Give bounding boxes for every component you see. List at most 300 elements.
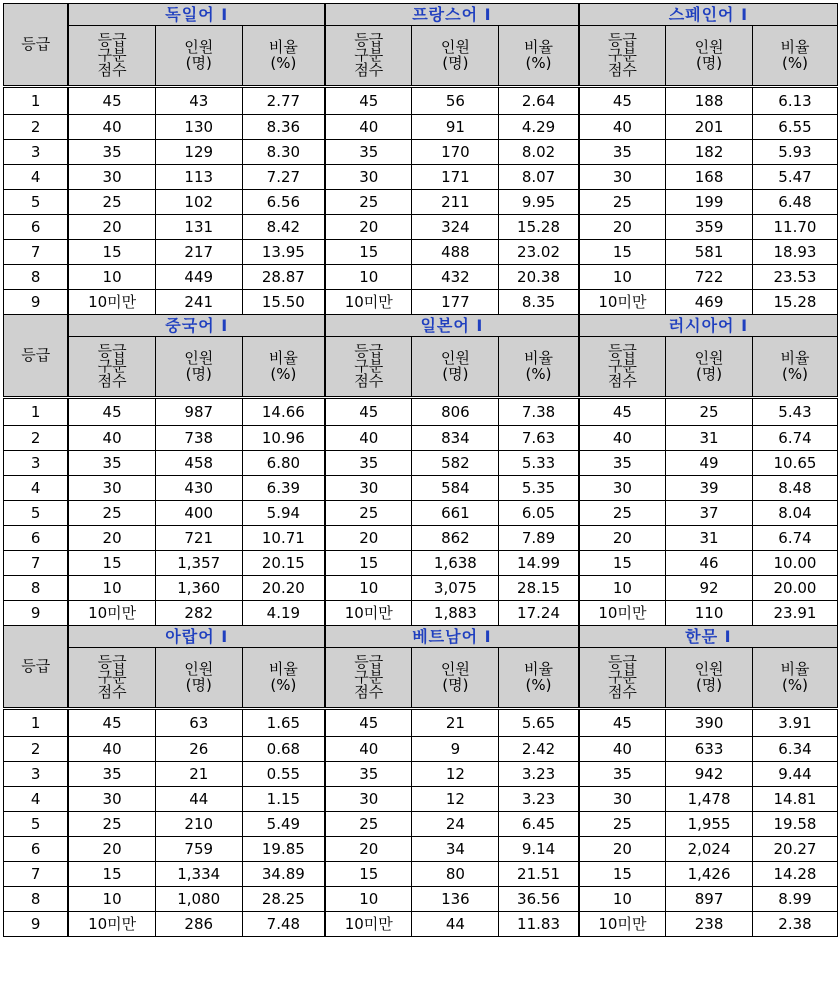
grade-distribution-table xyxy=(3,3,838,937)
count-column-header xyxy=(412,648,499,709)
ratio-cell: 8.35 xyxy=(499,290,579,315)
subject-title: 중국어 Ⅰ xyxy=(68,315,325,337)
score-cutoff-cell: 40 xyxy=(579,737,666,762)
score-cutoff-cell: 15 xyxy=(579,240,666,265)
score-cutoff-cell: 40 xyxy=(579,115,666,140)
count-cell: 834 xyxy=(412,426,499,451)
count-cell: 92 xyxy=(666,576,753,601)
score-cutoff-cell: 10미만 xyxy=(579,601,666,626)
count-cell: 102 xyxy=(155,190,242,215)
ratio-cell: 7.27 xyxy=(242,165,325,190)
count-cell: 582 xyxy=(412,451,499,476)
count-cell: 759 xyxy=(155,837,242,862)
count-cell: 1,357 xyxy=(155,551,242,576)
count-cell: 12 xyxy=(412,762,499,787)
header-line: 비율 xyxy=(780,348,810,367)
ratio-cell: 7.63 xyxy=(499,426,579,451)
ratio-cell: 21.51 xyxy=(499,862,579,887)
ratio-cell: 23.53 xyxy=(753,265,838,290)
ratio-column-header xyxy=(753,648,838,709)
score-cutoff-cell: 40 xyxy=(68,737,155,762)
score-cutoff-cell: 45 xyxy=(325,709,412,737)
ratio-cell: 28.15 xyxy=(499,576,579,601)
score-cutoff-cell: 10 xyxy=(325,887,412,912)
count-cell: 2,024 xyxy=(666,837,753,862)
table-row xyxy=(4,526,838,551)
header-line: 등급 xyxy=(97,653,127,672)
grade-number-cell: 2 xyxy=(4,426,69,451)
score-column-header xyxy=(68,648,155,709)
count-cell: 286 xyxy=(155,912,242,937)
header-line: (명) xyxy=(185,53,212,72)
header-line: (%) xyxy=(782,53,808,72)
count-cell: 43 xyxy=(155,87,242,115)
header-line: (%) xyxy=(270,364,297,383)
ratio-cell: 20.38 xyxy=(499,265,579,290)
header-line: (%) xyxy=(782,675,808,694)
header-line: (%) xyxy=(270,675,297,694)
table-row xyxy=(4,837,838,862)
score-cutoff-cell: 45 xyxy=(325,398,412,426)
score-cutoff-cell: 20 xyxy=(68,837,155,862)
score-cutoff-cell: 20 xyxy=(325,837,412,862)
header-line: 인원 xyxy=(694,348,724,367)
subject-title: 한문 Ⅰ xyxy=(579,626,838,648)
score-cutoff-cell: 25 xyxy=(68,812,155,837)
ratio-cell: 23.02 xyxy=(499,240,579,265)
header-line: 점수 xyxy=(354,682,384,701)
count-cell: 113 xyxy=(155,165,242,190)
score-cutoff-cell: 45 xyxy=(68,709,155,737)
ratio-cell: 5.93 xyxy=(753,140,838,165)
count-cell: 324 xyxy=(412,215,499,240)
header-line: 비율 xyxy=(780,659,810,678)
score-cutoff-cell: 25 xyxy=(68,501,155,526)
count-cell: 24 xyxy=(412,812,499,837)
count-cell: 458 xyxy=(155,451,242,476)
score-cutoff-cell: 10미만 xyxy=(579,912,666,937)
ratio-cell: 6.13 xyxy=(753,87,838,115)
count-cell: 430 xyxy=(155,476,242,501)
ratio-cell: 20.15 xyxy=(242,551,325,576)
ratio-cell: 36.56 xyxy=(499,887,579,912)
ratio-cell: 20.27 xyxy=(753,837,838,862)
ratio-cell: 15.28 xyxy=(499,215,579,240)
count-cell: 282 xyxy=(155,601,242,626)
count-cell: 182 xyxy=(666,140,753,165)
score-column-header xyxy=(325,337,412,398)
grade-number-cell: 9 xyxy=(4,912,69,937)
score-cutoff-cell: 20 xyxy=(68,526,155,551)
ratio-cell: 19.58 xyxy=(753,812,838,837)
count-cell: 9 xyxy=(412,737,499,762)
count-cell: 449 xyxy=(155,265,242,290)
header-line: 구분 xyxy=(354,668,384,687)
grade-column-header: 등급 xyxy=(4,315,69,398)
count-cell: 400 xyxy=(155,501,242,526)
header-line: (명) xyxy=(695,364,723,383)
score-cutoff-cell: 25 xyxy=(579,812,666,837)
header-line: 점수 xyxy=(97,60,127,79)
score-cutoff-cell: 20 xyxy=(68,215,155,240)
score-cutoff-cell: 25 xyxy=(325,812,412,837)
table-row xyxy=(4,165,838,190)
count-cell: 44 xyxy=(155,787,242,812)
score-cutoff-cell: 35 xyxy=(579,140,666,165)
ratio-column-header xyxy=(499,648,579,709)
ratio-cell: 20.20 xyxy=(242,576,325,601)
ratio-cell: 28.87 xyxy=(242,265,325,290)
grade-number-cell: 3 xyxy=(4,140,69,165)
score-cutoff-cell: 10미만 xyxy=(325,912,412,937)
count-column-header xyxy=(666,337,753,398)
count-cell: 37 xyxy=(666,501,753,526)
score-cutoff-cell: 35 xyxy=(68,762,155,787)
ratio-cell: 15.28 xyxy=(753,290,838,315)
count-cell: 168 xyxy=(666,165,753,190)
grade-number-cell: 8 xyxy=(4,265,69,290)
count-cell: 241 xyxy=(155,290,242,315)
score-cutoff-cell: 15 xyxy=(325,240,412,265)
score-column-header xyxy=(579,337,666,398)
table-row xyxy=(4,862,838,887)
count-column-header xyxy=(155,648,242,709)
score-cutoff-cell: 45 xyxy=(68,398,155,426)
header-line: 점수 xyxy=(607,371,637,390)
subject-title-row xyxy=(4,4,838,26)
ratio-cell: 15.50 xyxy=(242,290,325,315)
ratio-cell: 5.65 xyxy=(499,709,579,737)
count-cell: 130 xyxy=(155,115,242,140)
count-cell: 170 xyxy=(412,140,499,165)
count-cell: 211 xyxy=(412,190,499,215)
header-line: (%) xyxy=(270,53,297,72)
grade-number-cell: 6 xyxy=(4,215,69,240)
column-header-row xyxy=(4,26,838,87)
grade-number-cell: 4 xyxy=(4,165,69,190)
grade-number-cell: 1 xyxy=(4,87,69,115)
count-cell: 488 xyxy=(412,240,499,265)
score-cutoff-cell: 15 xyxy=(579,551,666,576)
ratio-cell: 5.47 xyxy=(753,165,838,190)
header-line: 인원 xyxy=(440,348,470,367)
score-cutoff-cell: 20 xyxy=(579,837,666,862)
count-cell: 56 xyxy=(412,87,499,115)
header-line: 구분 xyxy=(354,46,384,65)
header-line: 비율 xyxy=(268,348,298,367)
ratio-cell: 2.38 xyxy=(753,912,838,937)
ratio-cell: 3.23 xyxy=(499,762,579,787)
grade-number-cell: 3 xyxy=(4,451,69,476)
table-row xyxy=(4,787,838,812)
table-row xyxy=(4,762,838,787)
score-cutoff-cell: 35 xyxy=(579,451,666,476)
ratio-cell: 3.91 xyxy=(753,709,838,737)
ratio-cell: 6.34 xyxy=(753,737,838,762)
count-cell: 1,426 xyxy=(666,862,753,887)
ratio-cell: 5.94 xyxy=(242,501,325,526)
header-line: 구분 xyxy=(607,357,637,376)
header-line: 인원 xyxy=(694,37,724,56)
ratio-cell: 8.36 xyxy=(242,115,325,140)
score-cutoff-cell: 30 xyxy=(325,787,412,812)
ratio-cell: 8.48 xyxy=(753,476,838,501)
score-cutoff-cell: 10 xyxy=(325,265,412,290)
score-cutoff-cell: 10 xyxy=(68,576,155,601)
score-cutoff-cell: 25 xyxy=(579,501,666,526)
table-row xyxy=(4,887,838,912)
score-cutoff-cell: 45 xyxy=(579,709,666,737)
subject-title: 베트남어 Ⅰ xyxy=(325,626,579,648)
score-cutoff-cell: 45 xyxy=(579,87,666,115)
count-cell: 91 xyxy=(412,115,499,140)
grade-number-cell: 7 xyxy=(4,862,69,887)
count-cell: 177 xyxy=(412,290,499,315)
count-cell: 1,360 xyxy=(155,576,242,601)
grade-column-header: 등급 xyxy=(4,4,69,87)
count-cell: 201 xyxy=(666,115,753,140)
subject-title-row xyxy=(4,315,838,337)
ratio-cell: 5.35 xyxy=(499,476,579,501)
header-line: (%) xyxy=(525,675,552,694)
header-line: (명) xyxy=(442,675,469,694)
ratio-cell: 20.00 xyxy=(753,576,838,601)
count-cell: 862 xyxy=(412,526,499,551)
score-cutoff-cell: 10 xyxy=(325,576,412,601)
header-line: 비율 xyxy=(268,37,298,56)
count-cell: 110 xyxy=(666,601,753,626)
subject-title: 아랍어 Ⅰ xyxy=(68,626,325,648)
ratio-cell: 8.02 xyxy=(499,140,579,165)
table-row xyxy=(4,398,838,426)
table-row xyxy=(4,215,838,240)
table-row xyxy=(4,812,838,837)
header-line: (명) xyxy=(185,364,212,383)
header-line: 등급 xyxy=(354,653,384,672)
score-cutoff-cell: 15 xyxy=(68,240,155,265)
ratio-cell: 2.77 xyxy=(242,87,325,115)
header-line: 인원 xyxy=(440,37,470,56)
header-line: 비율 xyxy=(524,348,554,367)
header-line: 구분 xyxy=(97,46,127,65)
score-cutoff-cell: 45 xyxy=(68,87,155,115)
ratio-cell: 4.19 xyxy=(242,601,325,626)
ratio-cell: 14.81 xyxy=(753,787,838,812)
count-cell: 129 xyxy=(155,140,242,165)
score-cutoff-cell: 30 xyxy=(325,165,412,190)
header-line: 등급 xyxy=(607,653,637,672)
count-cell: 21 xyxy=(412,709,499,737)
header-line: 점수 xyxy=(354,371,384,390)
ratio-cell: 34.89 xyxy=(242,862,325,887)
score-cutoff-cell: 15 xyxy=(579,862,666,887)
ratio-cell: 10.96 xyxy=(242,426,325,451)
ratio-cell: 8.07 xyxy=(499,165,579,190)
subject-title: 러시아어 Ⅰ xyxy=(579,315,838,337)
score-cutoff-cell: 10 xyxy=(68,887,155,912)
score-cutoff-cell: 35 xyxy=(68,451,155,476)
count-column-header xyxy=(412,26,499,87)
ratio-cell: 2.64 xyxy=(499,87,579,115)
score-cutoff-cell: 20 xyxy=(579,215,666,240)
score-cutoff-cell: 10 xyxy=(579,887,666,912)
score-cutoff-cell: 40 xyxy=(325,737,412,762)
ratio-cell: 6.80 xyxy=(242,451,325,476)
count-cell: 44 xyxy=(412,912,499,937)
count-cell: 217 xyxy=(155,240,242,265)
ratio-cell: 2.42 xyxy=(499,737,579,762)
count-cell: 199 xyxy=(666,190,753,215)
ratio-cell: 14.66 xyxy=(242,398,325,426)
table-row xyxy=(4,576,838,601)
score-cutoff-cell: 10미만 xyxy=(68,290,155,315)
count-cell: 3,075 xyxy=(412,576,499,601)
count-cell: 31 xyxy=(666,426,753,451)
grade-number-cell: 1 xyxy=(4,398,69,426)
score-cutoff-cell: 30 xyxy=(325,476,412,501)
score-cutoff-cell: 20 xyxy=(579,526,666,551)
ratio-cell: 6.48 xyxy=(753,190,838,215)
score-cutoff-cell: 30 xyxy=(68,787,155,812)
score-cutoff-cell: 10미만 xyxy=(325,290,412,315)
count-cell: 1,883 xyxy=(412,601,499,626)
score-column-header xyxy=(68,337,155,398)
header-line: 인원 xyxy=(694,659,724,678)
header-line: (명) xyxy=(695,675,723,694)
ratio-cell: 1.65 xyxy=(242,709,325,737)
count-column-header xyxy=(666,26,753,87)
count-cell: 987 xyxy=(155,398,242,426)
score-cutoff-cell: 40 xyxy=(68,115,155,140)
ratio-cell: 10.00 xyxy=(753,551,838,576)
ratio-cell: 14.28 xyxy=(753,862,838,887)
grade-number-cell: 5 xyxy=(4,501,69,526)
score-cutoff-cell: 30 xyxy=(579,787,666,812)
table-row xyxy=(4,115,838,140)
score-cutoff-cell: 10미만 xyxy=(68,912,155,937)
ratio-cell: 7.48 xyxy=(242,912,325,937)
grade-number-cell: 7 xyxy=(4,551,69,576)
count-cell: 238 xyxy=(666,912,753,937)
score-cutoff-cell: 25 xyxy=(325,501,412,526)
table-row xyxy=(4,451,838,476)
score-cutoff-cell: 30 xyxy=(579,476,666,501)
ratio-cell: 6.39 xyxy=(242,476,325,501)
score-column-header xyxy=(68,26,155,87)
header-line: 인원 xyxy=(184,348,214,367)
score-cutoff-cell: 15 xyxy=(68,551,155,576)
ratio-column-header xyxy=(242,648,325,709)
header-line: 비율 xyxy=(780,37,810,56)
count-cell: 49 xyxy=(666,451,753,476)
count-cell: 1,638 xyxy=(412,551,499,576)
score-cutoff-cell: 30 xyxy=(579,165,666,190)
score-cutoff-cell: 10 xyxy=(579,576,666,601)
score-column-header xyxy=(579,648,666,709)
count-cell: 1,334 xyxy=(155,862,242,887)
ratio-cell: 0.55 xyxy=(242,762,325,787)
count-cell: 584 xyxy=(412,476,499,501)
score-cutoff-cell: 45 xyxy=(325,87,412,115)
ratio-cell: 11.83 xyxy=(499,912,579,937)
column-header-row xyxy=(4,337,838,398)
ratio-cell: 28.25 xyxy=(242,887,325,912)
header-line: 인원 xyxy=(184,659,214,678)
subject-title-row xyxy=(4,626,838,648)
ratio-cell: 10.65 xyxy=(753,451,838,476)
ratio-cell: 18.93 xyxy=(753,240,838,265)
ratio-cell: 1.15 xyxy=(242,787,325,812)
header-line: (%) xyxy=(782,364,808,383)
header-line: 비율 xyxy=(524,37,554,56)
count-cell: 432 xyxy=(412,265,499,290)
header-line: 구분 xyxy=(354,357,384,376)
ratio-cell: 0.68 xyxy=(242,737,325,762)
score-cutoff-cell: 45 xyxy=(579,398,666,426)
table-row xyxy=(4,912,838,937)
ratio-cell: 14.99 xyxy=(499,551,579,576)
score-cutoff-cell: 40 xyxy=(68,426,155,451)
grade-number-cell: 8 xyxy=(4,887,69,912)
header-line: 구분 xyxy=(97,357,127,376)
ratio-cell: 10.71 xyxy=(242,526,325,551)
grade-number-cell: 1 xyxy=(4,709,69,737)
score-cutoff-cell: 10미만 xyxy=(579,290,666,315)
grade-number-cell: 9 xyxy=(4,601,69,626)
grade-number-cell: 5 xyxy=(4,812,69,837)
score-cutoff-cell: 30 xyxy=(68,476,155,501)
ratio-cell: 6.05 xyxy=(499,501,579,526)
header-line: 점수 xyxy=(97,371,127,390)
score-cutoff-cell: 35 xyxy=(325,451,412,476)
count-cell: 581 xyxy=(666,240,753,265)
table-row xyxy=(4,501,838,526)
score-cutoff-cell: 25 xyxy=(325,190,412,215)
ratio-cell: 17.24 xyxy=(499,601,579,626)
ratio-cell: 8.04 xyxy=(753,501,838,526)
count-cell: 210 xyxy=(155,812,242,837)
grade-number-cell: 6 xyxy=(4,526,69,551)
count-cell: 188 xyxy=(666,87,753,115)
table-row xyxy=(4,709,838,737)
score-cutoff-cell: 10 xyxy=(68,265,155,290)
header-line: 구분 xyxy=(607,668,637,687)
ratio-cell: 9.44 xyxy=(753,762,838,787)
grade-number-cell: 8 xyxy=(4,576,69,601)
ratio-cell: 4.29 xyxy=(499,115,579,140)
ratio-cell: 11.70 xyxy=(753,215,838,240)
count-column-header xyxy=(155,26,242,87)
subject-title: 스페인어 Ⅰ xyxy=(579,4,838,26)
header-line: (명) xyxy=(442,364,469,383)
header-line: (%) xyxy=(525,53,552,72)
header-line: 점수 xyxy=(607,682,637,701)
header-line: 인원 xyxy=(184,37,214,56)
score-cutoff-cell: 35 xyxy=(68,140,155,165)
score-cutoff-cell: 25 xyxy=(579,190,666,215)
count-cell: 80 xyxy=(412,862,499,887)
header-line: (명) xyxy=(185,675,212,694)
table-row xyxy=(4,290,838,315)
subject-title: 일본어 Ⅰ xyxy=(325,315,579,337)
table-row xyxy=(4,240,838,265)
table-row xyxy=(4,551,838,576)
ratio-column-header xyxy=(499,337,579,398)
table-row xyxy=(4,737,838,762)
ratio-column-header xyxy=(753,26,838,87)
grade-number-cell: 7 xyxy=(4,240,69,265)
score-cutoff-cell: 35 xyxy=(325,762,412,787)
